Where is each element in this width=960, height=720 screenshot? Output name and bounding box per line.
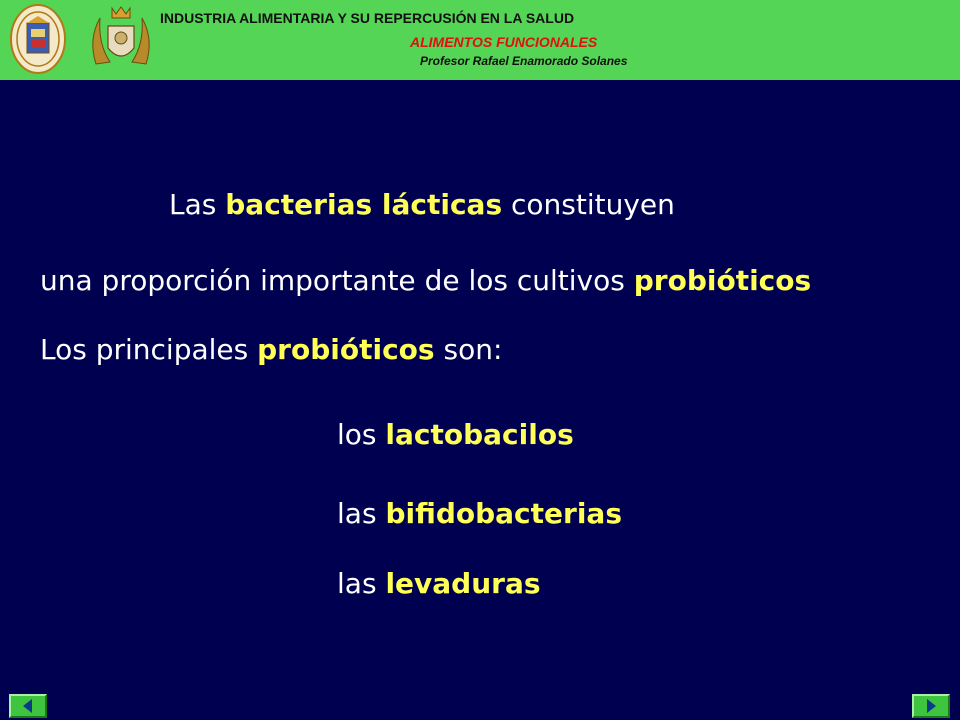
list-item-highlight: levaduras [385,567,541,600]
list-item-highlight: lactobacilos [385,418,574,451]
line1-post: constituyen [502,188,675,221]
line2-highlight: probióticos [633,264,812,297]
line1-pre: Las [169,188,226,221]
list-item-pre: las [337,497,386,530]
list-item-highlight: bifidobacterias [385,497,622,530]
list-item-pre: los [337,418,386,451]
line3-pre: Los principales [40,333,258,366]
line3-post: son: [434,333,503,366]
line2-pre: una proporción importante de los cultivos [40,264,634,297]
course-title: INDUSTRIA ALIMENTARIA Y SU REPERCUSIÓN EN LA SALUD [160,10,575,26]
line1-highlight: bacterias lácticas [225,188,503,221]
list-item [337,418,574,451]
triangle-right-icon [923,698,939,714]
header-bar [0,0,960,80]
statement-line-2 [40,264,811,297]
professor-name: Profesor Rafael Enamorado Solanes [420,54,628,68]
course-subtitle: ALIMENTOS FUNCIONALES [410,34,598,50]
line3-highlight: probióticos [257,333,435,366]
next-slide-button[interactable] [912,694,950,718]
statement-line-1 [169,188,675,221]
list-item [337,497,622,530]
list-item-pre: las [337,567,386,600]
statement-line-3 [40,333,502,366]
list-item [337,567,541,600]
previous-slide-button[interactable] [9,694,47,718]
triangle-left-icon [20,698,36,714]
